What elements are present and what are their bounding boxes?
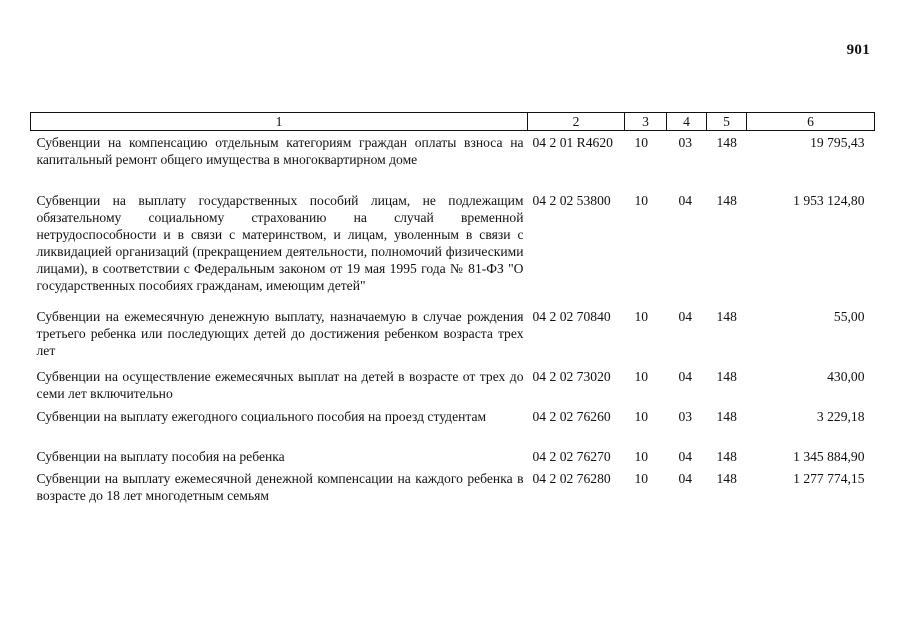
row-kind: 148 [716, 368, 737, 384]
row-amount: 19 795,43 [810, 135, 865, 150]
row-code: 04 2 02 73020 [532, 368, 611, 384]
table-row [31, 189, 875, 305]
row-code: 04 2 02 76280 [532, 470, 611, 486]
row-amount: 3 229,18 [816, 408, 865, 424]
row-code: 04 2 02 70840 [532, 308, 611, 324]
row-amount: 1 345 884,90 [793, 448, 865, 464]
column-header-4: 4 [667, 113, 707, 131]
column-header-6: 6 [747, 113, 875, 131]
row-kind: 148 [716, 470, 737, 486]
budget-table [30, 112, 875, 507]
column-header-3: 3 [625, 113, 667, 131]
row-subsection: 04 [678, 470, 693, 486]
column-header-5: 5 [707, 113, 747, 131]
column-header-2: 2 [528, 113, 625, 131]
row-kind: 148 [716, 448, 737, 464]
row-section: 10 [634, 470, 649, 486]
row-section: 10 [634, 408, 649, 424]
table-row [31, 405, 875, 445]
row-description: Субвенции на выплату государственных пособий лицам, не подлежащим обязательному социальному страхованию на случай временной нетрудоспособности и в связи с материнством, и лицам, уволенным в связи с ликвидацией организаций (прекращением деятельности, полномочий физическими лицами), в соответствии с Федеральным законом от 19 мая 1995 года № 81-ФЗ "О государственных пособиях гражданам, имеющим детей" [36, 192, 524, 293]
row-kind: 148 [716, 135, 737, 150]
table-row [31, 365, 875, 405]
table-row [31, 445, 875, 467]
row-subsection: 04 [678, 368, 693, 384]
row-code: 04 2 02 76260 [532, 408, 611, 424]
row-amount: 430,00 [827, 368, 865, 384]
row-subsection: 03 [678, 408, 693, 424]
table-row [31, 467, 875, 507]
table-row [31, 305, 875, 365]
row-kind: 148 [716, 192, 737, 208]
row-amount: 55,00 [833, 308, 865, 324]
row-subsection: 04 [678, 448, 693, 464]
row-kind: 148 [716, 408, 737, 424]
row-description: Субвенции на выплату пособия на ребенка [36, 448, 285, 464]
row-section: 10 [634, 448, 649, 464]
row-subsection: 04 [678, 308, 693, 324]
table-row [31, 131, 875, 189]
row-section: 10 [634, 308, 649, 324]
table-header-row [31, 113, 875, 131]
row-description: Субвенции на выплату ежемесячной денежной компенсации на каждого ребенка в возрасте до 18 лет многодетным семьям [36, 470, 524, 503]
row-section: 10 [634, 135, 649, 150]
row-code: 04 2 02 76270 [532, 448, 611, 464]
row-subsection: 03 [678, 135, 693, 150]
column-header-1: 1 [31, 113, 528, 131]
row-description: Субвенции на осуществление ежемесячных выплат на детей в возрасте от трех до семи лет включительно [36, 368, 524, 401]
row-description: Субвенции на компенсацию отдельным категориям граждан оплаты взноса на капитальный ремонт общего имущества в многоквартирном доме [36, 135, 524, 167]
row-code: 04 2 01 R4620 [532, 135, 613, 150]
row-subsection: 04 [678, 192, 693, 208]
row-amount: 1 953 124,80 [793, 192, 865, 208]
row-amount: 1 277 774,15 [793, 470, 865, 486]
page-number: 901 [846, 42, 870, 58]
row-section: 10 [634, 192, 649, 208]
row-description: Субвенции на выплату ежегодного социального пособия на проезд студентам [36, 408, 487, 424]
row-section: 10 [634, 368, 649, 384]
row-description: Субвенции на ежемесячную денежную выплату, назначаемую в случае рождения третьего ребенка или последующих детей до достижения ребенком возраста трех лет [36, 308, 524, 358]
row-kind: 148 [716, 308, 737, 324]
row-code: 04 2 02 53800 [532, 192, 611, 208]
